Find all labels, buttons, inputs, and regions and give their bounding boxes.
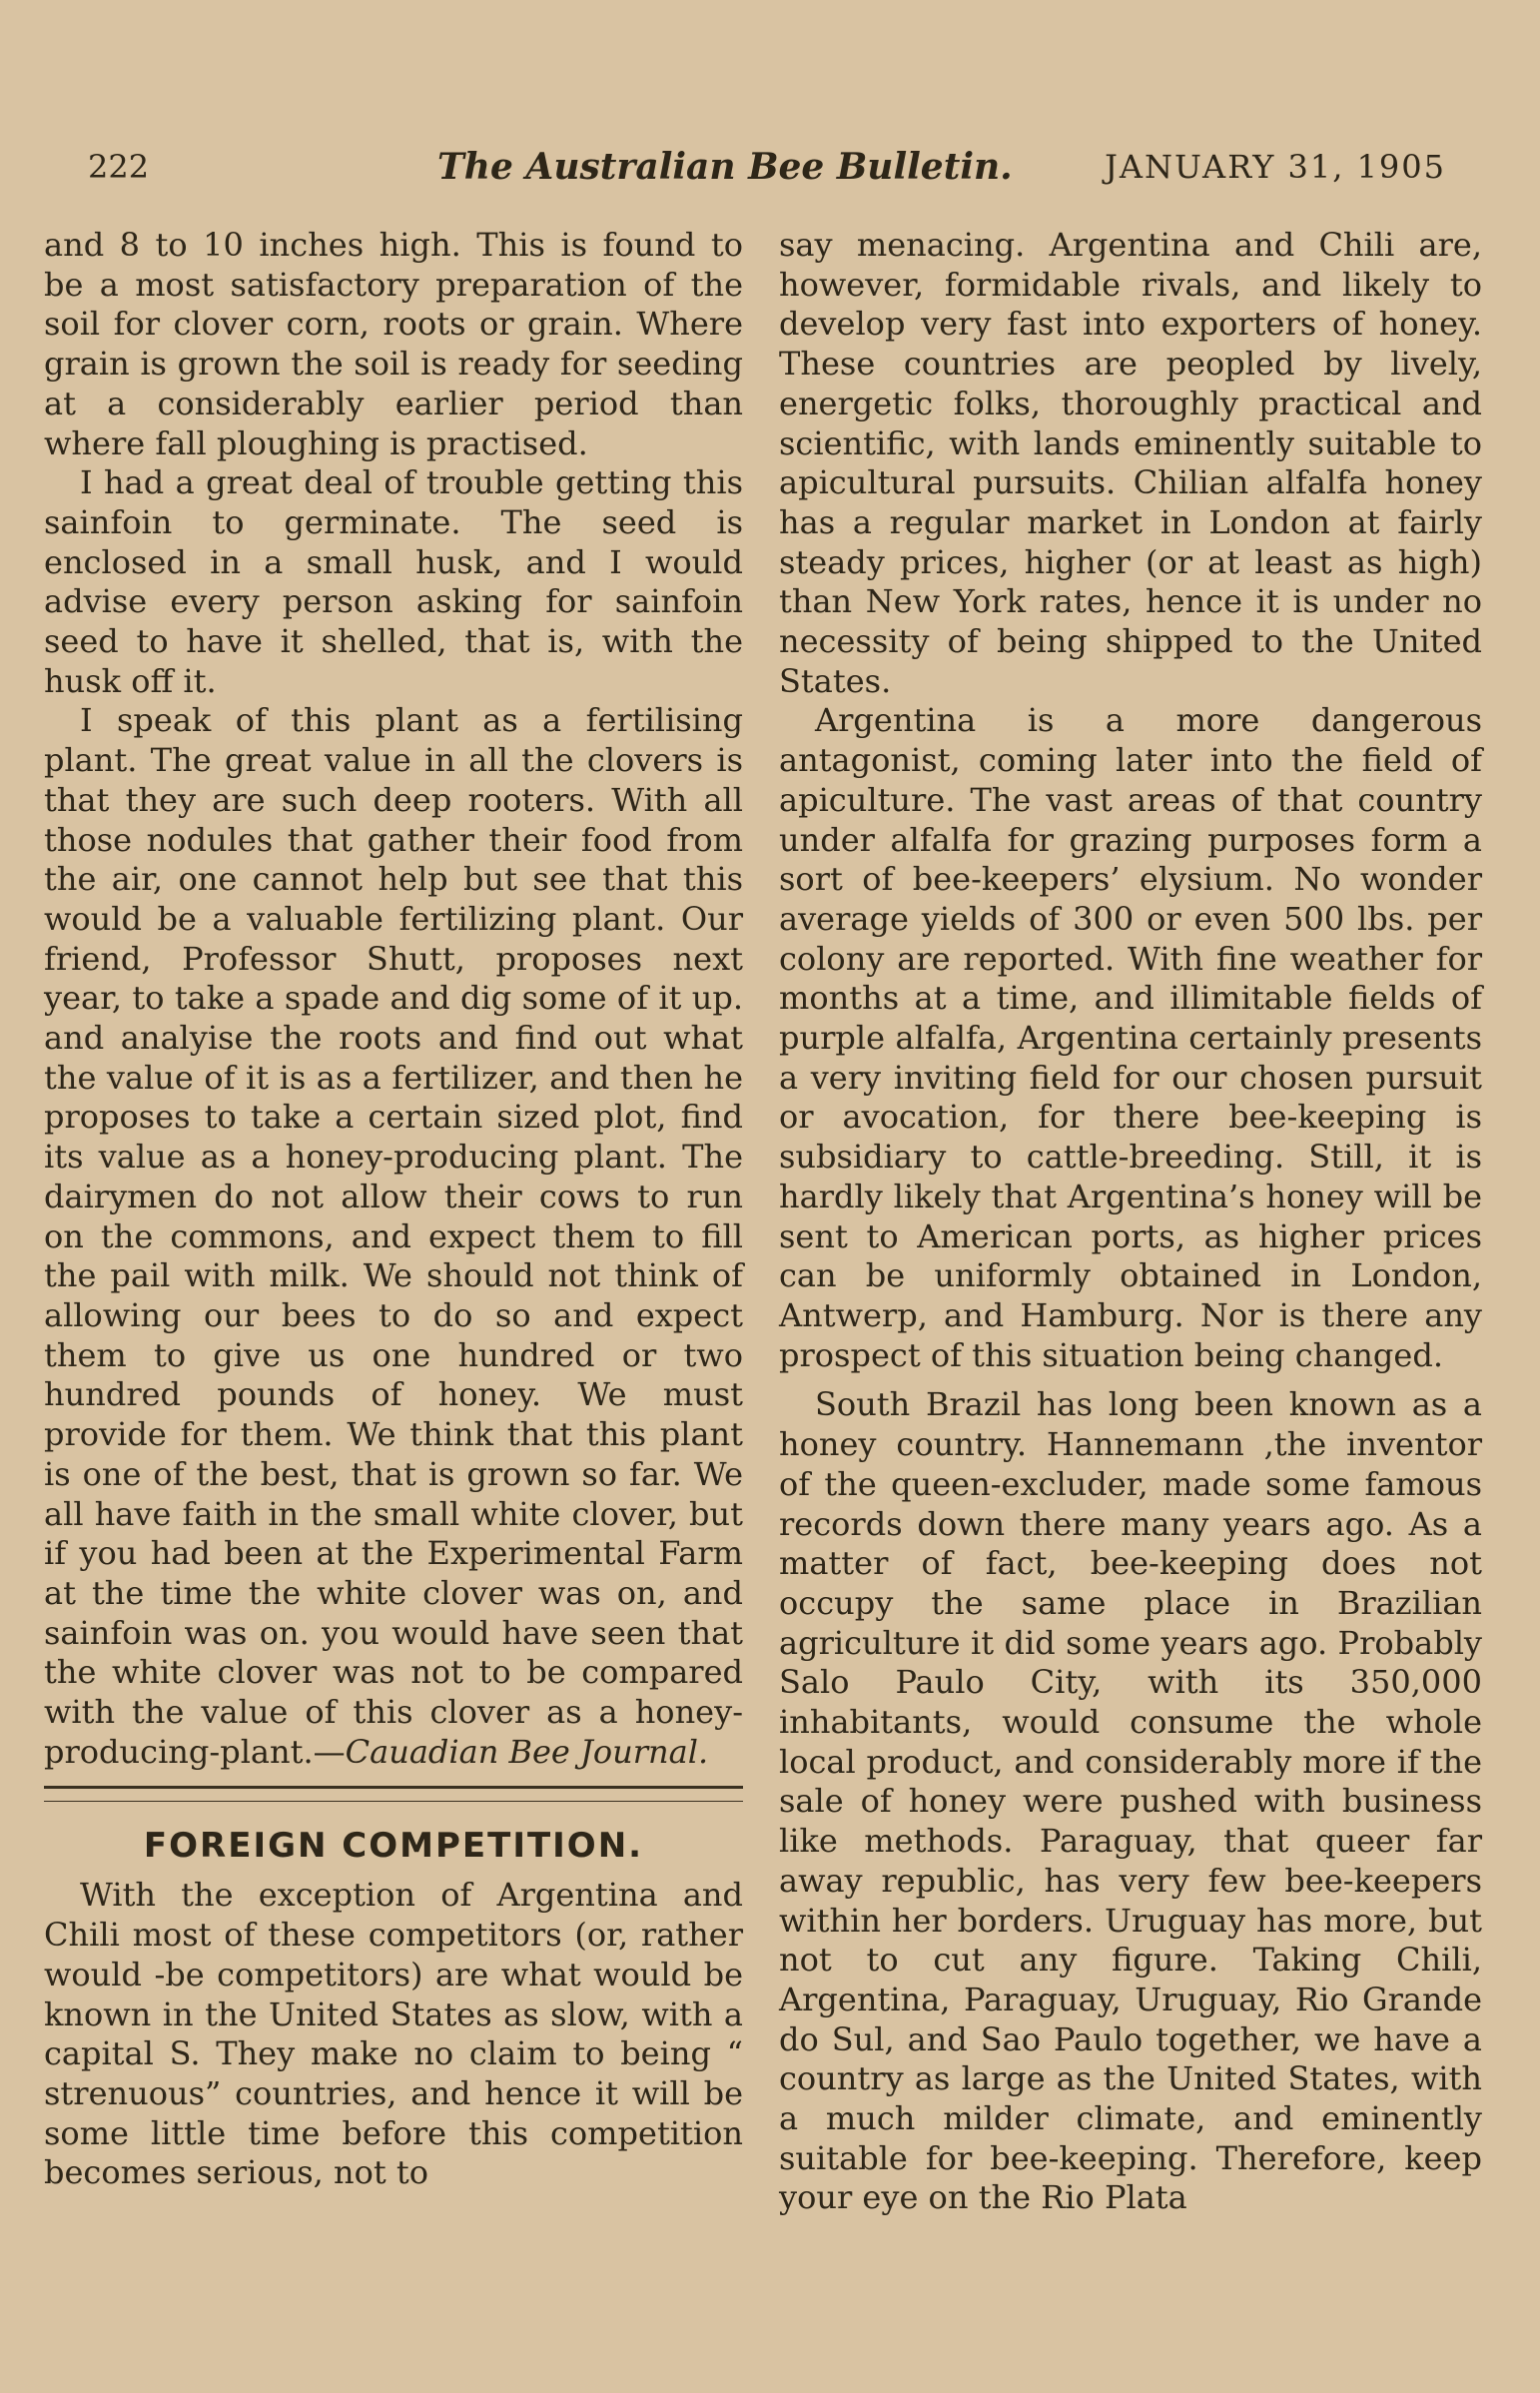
- paragraph: [44, 701, 743, 1772]
- section-heading: FOREIGN COMPETITION.: [143, 1826, 644, 1867]
- source-citation: Cauadian Bee Journal.: [345, 1732, 709, 1771]
- section-divider: [44, 1786, 743, 1802]
- paragraph-gap: [779, 1375, 1482, 1385]
- paragraph: and 8 to 10 inches high. This is found to be a most satisfactory preparation of the soil for clover corn, roots or grain. Where grain is grown the soil is ready for seeding at a considerably earlier period than where fall ploughing is practised.: [44, 226, 743, 462]
- paragraph: Argentina is a more dangerous antagonist, coming later into the field of apiculture. The vast areas of that country under alfalfa for grazing purposes form a sort of bee-keepers’ elysium. No wonder average yields of 300 or even 500 lbs. per colony are reported. With fine weather for months at a time, and illimitable fields of purple alfalfa, Argentina certainly presents a very inviting field for our chosen pursuit or avocation, for there bee-keeping is subsidiary to cattle-breeding. Still, it is hardly likely that Argentina’s honey will be sent to American ports, as higher prices can be uniformly obtained in London, Antwerp, and Hamburg. Nor is there any prospect of this situation being changed.: [779, 701, 1482, 1374]
- page-number: 222: [88, 148, 150, 186]
- journal-title: The Australian Bee Bulletin.: [437, 146, 1013, 188]
- paragraph: say menacing. Argentina and Chili are, however, formidable rivals, and likely to develop very fast into exporters of honey. These countries are peopled by lively, energetic folks, thoroughly practical and scientific, with lands eminently suitable to apicultural pursuits. Chilian alfalfa honey has a regular market in London at fairly steady prices, higher (or at least as high) than New York rates, hence it is under no necessity of being shipped to the United States.: [779, 226, 1482, 700]
- paragraph-text: I speak of this plant as a fertilising plant. The great value in all the clovers is that they are such deep rooters. With all those nodules that gather their food from the air, one cannot help but see that this would be a valuable fertilizing plant. Our friend, Professor Shutt, proposes next year, to take a spade and dig some of it up. and analyise the roots and find out what the value of it is as a fertilizer, and then he proposes to take a certain sized plot, find its value as a honey-producing plant. The dairymen do not allow their cows to run on the commons, and expect them to fill the pail with milk. We should not think of allowing our bees to do so and expect them to give us one hundred or two hundred pounds of honey. We must provide for them. We think that this plant is one of the best, that is grown so far. We all have faith in the small white clover, but if you had been at the Experimental Farm at the time the white clover was on, and sainfoin was on. you would have seen that the white clover was not to be compared with the value of this clover as a honey-producing-plant.—: [44, 701, 743, 1771]
- paragraph: South Brazil has long been known as a honey country. Hannemann ,the inventor of the queen-excluder, made some famous records down there many years ago. As a matter of fact, bee-keeping does not occupy the same place in Brazilian agriculture it did some years ago. Probably Salo Paulo City, with its 350,000 inhabitants, would consume the whole local product, and considerably more if the sale of honey were pushed with business like methods. Paraguay, that queer far away republic, has very few bee-keepers within her borders. Uruguay has more, but not to cut any figure. Taking Chili, Argentina, Paraguay, Uruguay, Rio Grande do Sul, and Sao Paulo together, we have a country as large as the United States, with a much milder climate, and eminently suitable for bee-keeping. Therefore, keep your eye on the Rio Plata: [779, 1385, 1482, 2217]
- right-column: [779, 226, 1482, 2218]
- paragraph: With the exception of Argentina and Chili most of these competitors (or, rather would -be competitors) are what would be known in the United States as slow, with a capital S. They make no claim to being “ strenuous” countries, and hence it will be some little time before this competition becomes serious, not to: [44, 1876, 743, 2192]
- page-header: [88, 148, 1446, 198]
- left-column: [44, 226, 743, 2193]
- paragraph: I had a great deal of trouble getting this sainfoin to germinate. The seed is enclosed in a small husk, and I would advise every person asking for sainfoin seed to have it shelled, that is, with the husk off it.: [44, 463, 743, 700]
- issue-date: JANUARY 31, 1905: [1105, 148, 1446, 186]
